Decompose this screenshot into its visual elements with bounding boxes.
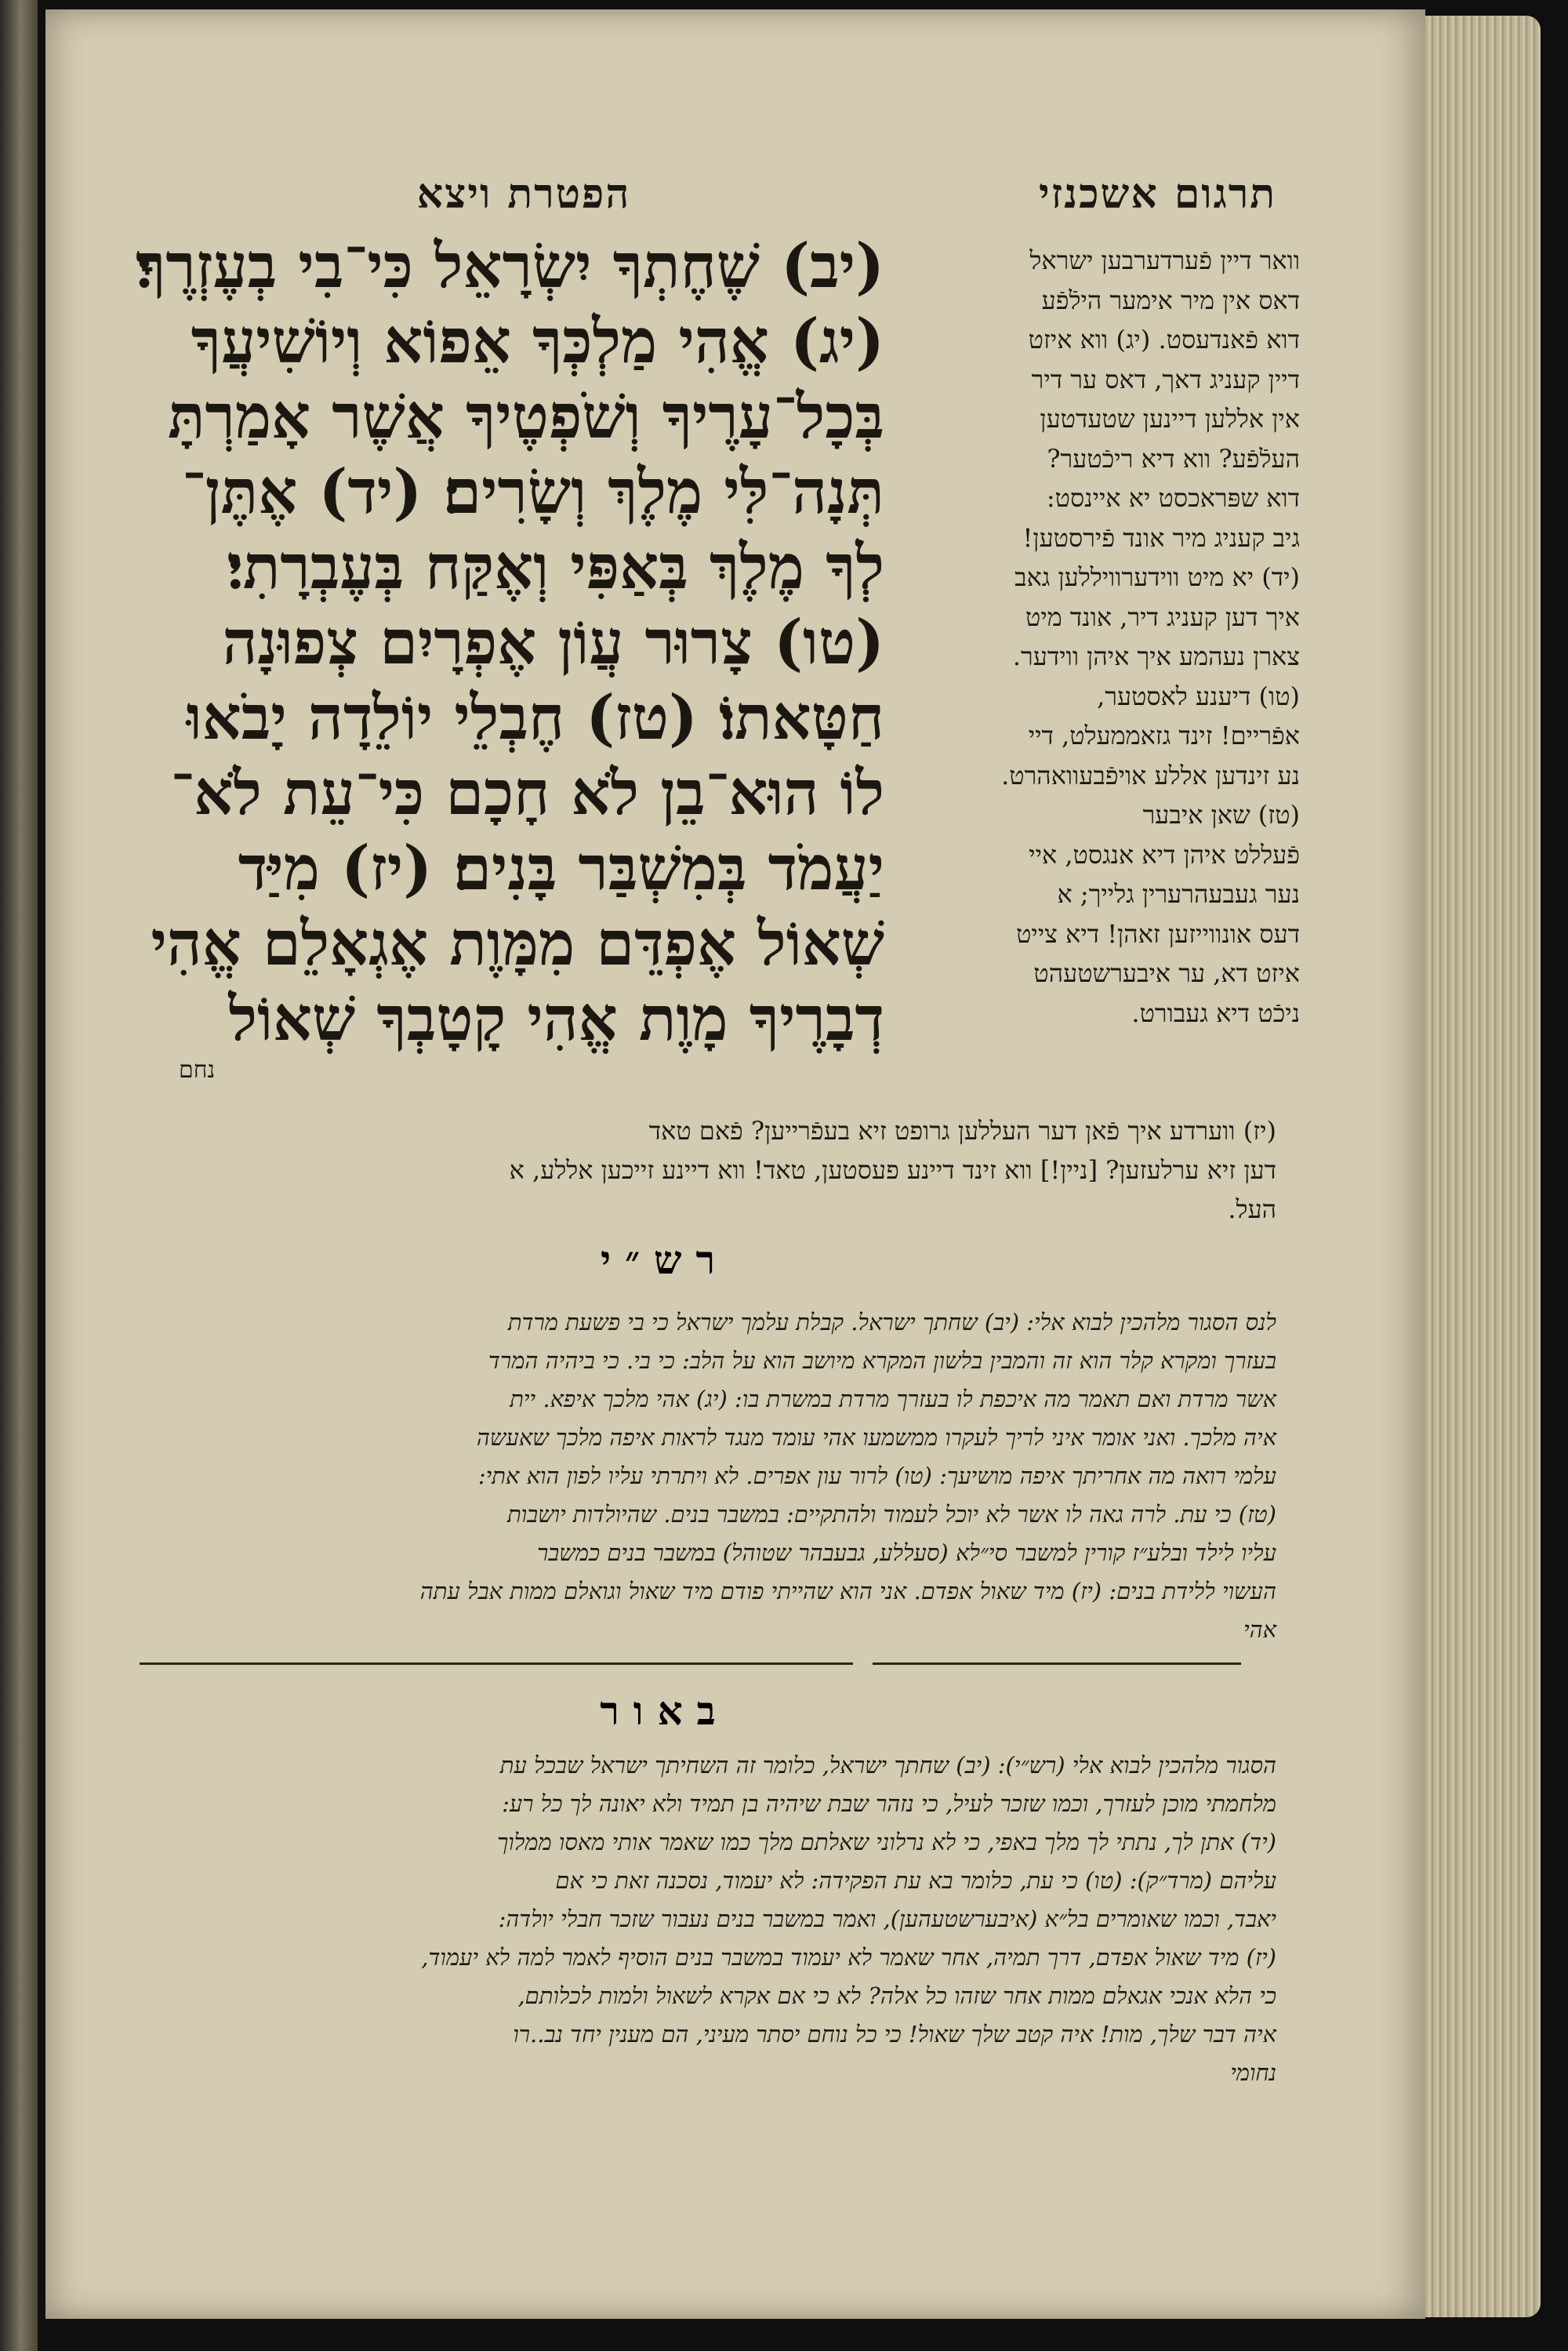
- translation-line: נער געבעהרערין גלייך; א: [1057, 879, 1300, 909]
- biur-title: באור: [600, 1688, 730, 1734]
- translation-line: (טז) שאן איבער: [1142, 800, 1300, 830]
- section-divider-right: [873, 1662, 1241, 1665]
- text-line: שְׁאוֹל אֶפְדֵּם מִמָּוֶת אֶגְאָלֵם אֱהִי: [151, 908, 884, 979]
- page-edges: [1411, 16, 1541, 2317]
- translation-line: (יד) יא מיט ווידערוויללען גאב: [1014, 562, 1300, 592]
- main-hebrew-text: [136, 229, 884, 1057]
- translation-line: פֿעללט איהן דיא אנגסט, איי: [1029, 839, 1300, 870]
- translation-line: נע זינדען אללע אויפֿבעוואהרט.: [1001, 760, 1300, 790]
- continuation-line: העל.: [1228, 1194, 1276, 1224]
- translation-line: (טו) דיענע לאסטער,: [1097, 681, 1300, 711]
- text-line: (טו) צָרוּר עֲוֹן אֶפְרָיִם צְפוּנָה: [222, 607, 884, 678]
- commentary-line: כי הלא אנכי אגאלם ממות אחר שזהו כל אלה? לא כי אם אקרא לשאול ולמות לכלותם,: [517, 1982, 1276, 2009]
- translation-line: צארן נעהמע איך איהן ווידער.: [1012, 641, 1300, 671]
- commentary-line: הסגור מלהכין לבוא אלי (רש״י): (יב) שחתך ישראל, כלומר זה השחיתך ישראל שבכל עת: [499, 1752, 1276, 1779]
- book-page: [45, 9, 1425, 2319]
- translation-continuation: [155, 1111, 1276, 1229]
- commentary-line: יאבד, וכמו שאומרים בל״א (איבערשטעהען), ואמר במשבר בנים נעבור שזכר חבלי יולדה:: [498, 1906, 1276, 1932]
- book-spine: [0, 0, 38, 2351]
- text-line: דְבָרֶיךָ מָוֶת אֱהִי קָטָבְךָ שְׁאוֹל: [228, 983, 884, 1055]
- commentary-line: עליו לילד ובלע״ז קורין למשבר סי״לא (סעללע, גבעבהר שטוהל) במשבר בנים כמשבר: [537, 1539, 1276, 1566]
- commentary-line: איה מלכך. ואני אומר איני לריך לעקרו ממשמעו אהי עומד מנגד לראות איפה מלכך שאעשה: [476, 1424, 1276, 1451]
- translation-line: וואר דיין פֿערדערבען ישראל: [1029, 245, 1300, 275]
- running-header-right: תרגום אשכנזי: [1039, 170, 1276, 218]
- text-line: יַעֲמֹד בְּמִשְׁבַּר בָּנִים׃ (יז) מִיַּד: [238, 833, 884, 904]
- continuation-line: דען זיא ערלעזען? [ניין!] ווא זינד דיינע פעסטען, טאד! ווא דיינע זייכען אללע, א: [509, 1155, 1276, 1185]
- commentary-line: (יז) מיד שאול אפדם, דרך תמיה, אחר שאמר לא יעמוד במשבר בנים הוסיף לאמר למה לא יעמוד,: [421, 1944, 1276, 1971]
- biur-commentary: [155, 1746, 1276, 2092]
- text-line: (יג) אֱהִי מַלְכְּךָ אֵפוֹא וְיוֹשִׁיעֲךָ: [191, 306, 884, 377]
- running-header-left: הפטרת ויצא: [416, 170, 631, 218]
- commentary-line: איה דבר שלך, מות! איה קטב שלך שאול! כי כל נוחם יסתר מעיני, הם מענין יחד נב..רו: [513, 2021, 1276, 2048]
- text-line: בְּכָל־עָרֶיךָ וְשֹׁפְטֶיךָ אֲשֶׁר אָמַרְתָּ: [167, 381, 884, 452]
- translation-line: אין אללען דיינען שטעדטען: [1040, 404, 1300, 434]
- commentary-line: (יד) אתן לך, נתתי לך מלך באפי, כי לא נרלוני שאלתם מלך כמו שאמר אותי מאסו ממלוך: [497, 1829, 1276, 1855]
- translation-line: העלֿפֿע? ווא דיא ריכֿטער?: [1047, 443, 1300, 474]
- commentary-line: עלמי רואה מה אחריתך איפה מושיעך: (טו) לרור עון אפרים. לא ויתרתי עליו לפון הוא אתי:: [477, 1463, 1276, 1489]
- rashi-title: רש״י: [600, 1237, 730, 1283]
- commentary-line: אשר מרדת ואם תאמר מה איכפת לו בעזרך מרדת במשרת בו: (יג) אהי מלכך איפא. יית: [510, 1386, 1276, 1412]
- text-line: חַטָּאתוֹ׃ (טז) חֶבְלֵי יוֹלֵדָה יָבֹאוּ: [186, 682, 884, 754]
- translation-line: דעס אונווייזען זאהן! דיא צייט: [1016, 918, 1300, 949]
- text-line: לוֹ הוּא־בֵן לֹא חָכָם כִּי־עֵת לֹא־: [170, 758, 884, 829]
- commentary-line: עליהם (מרד״ק): (טו) כי עת, כלומר בא עת הפקידה: לא יעמוד, נסכנה זאת כי אם: [555, 1867, 1276, 1894]
- commentary-line: אהי: [1243, 1616, 1276, 1643]
- text-line: תְּנָה־לִּי מֶלֶךְ וְשָׂרִים׃ (יד) אֶתֶּן־: [181, 456, 884, 528]
- commentary-line: (טז) כי עת. לרה גאה לו אשר לא יוכל לעמוד ולהתקיים: במשבר בנים. שהיולדות יושבות: [507, 1501, 1276, 1528]
- commentary-line: נחומי: [1230, 2059, 1276, 2086]
- translation-line: דיין קעניג דאך, דאס ער דיר: [1031, 364, 1300, 394]
- translation-line: אפֿריים! זינד גזאממעלט, דיי: [1028, 721, 1300, 750]
- commentary-line: לנס הסגור מלהכין לבוא אלי: (יב) שחתך ישראל. קבלת עלמך ישראל כי בי פשעת מרדת: [507, 1309, 1276, 1335]
- translation-column: [898, 241, 1300, 1033]
- translation-line: דוא שפּראכסט יא איינסט:: [1046, 483, 1300, 513]
- translation-line: דוא פֿאנדעסט. (יג) ווא איזט: [1028, 325, 1300, 354]
- text-line: לְךָ מֶלֶךְ בְּאַפִּי וְאֶקַּח בְּעֶבְרָתִי׃: [227, 532, 884, 603]
- translation-line: איך דען קעניג דיר, אונד מיט: [1025, 601, 1300, 632]
- rashi-commentary: [155, 1303, 1276, 1649]
- translation-line: גיב קעניג מיר אונד פֿירסטען!: [1022, 522, 1300, 553]
- translation-line: איזט דא, ער איבערשטעהט: [1033, 958, 1300, 988]
- commentary-line: מלחמתי מוכן לעזרך, וכמו שזכר לעיל, כי נזהר שבת שיהיה בן תמיד ולא יאונה לך כל רע:: [502, 1790, 1276, 1817]
- text-line: (יב) שֶׁחֶתְךָ יִשְׂרָאֵל כִּי־בִי בְעֶזְרֶךָ׃: [136, 231, 884, 302]
- continuation-line: (יז) ווערדע איך פֿאן דער העללען גרופט זיא בעפֿרייען? פֿאם טאד: [648, 1116, 1276, 1146]
- section-divider-left: [140, 1662, 853, 1665]
- commentary-line: בעזרך ומקרא קלר הוא זה והמבין בלשון המקרא מיושב הוא על הלב: כי בי. כי ביהיה המרד: [488, 1347, 1276, 1374]
- catchword: נחם: [179, 1056, 216, 1084]
- translation-line: דאס אין מיר אימער הילֿפֿע: [1041, 285, 1300, 315]
- commentary-line: העשוי ללידת בנים: (יז) מיד שאול אפדם. אני הוא שהייתי פודם מיד שאול וגואלם ממות אבל עתה: [419, 1578, 1276, 1604]
- translation-line: ניכֿט דיא געבורט.: [1131, 997, 1300, 1028]
